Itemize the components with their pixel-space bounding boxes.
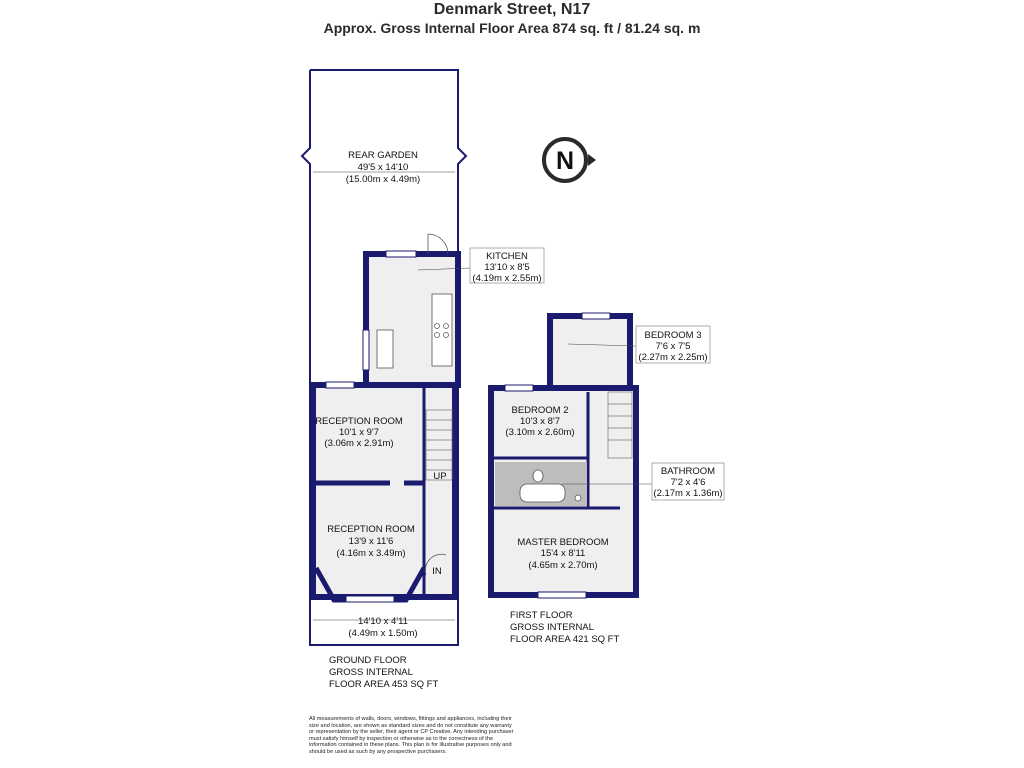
kitchen-imperial: 13'10 x 8'5 — [484, 262, 530, 273]
stairs-up-label: UP — [433, 471, 447, 482]
front-garden-metric: (4.49m x 1.50m) — [348, 628, 418, 639]
reception-2-metric: (4.16m x 3.49m) — [336, 548, 406, 559]
front-garden-imperial: 14'10 x 4'11 — [358, 616, 408, 627]
rear-garden-metric: (15.00m x 4.49m) — [345, 174, 421, 185]
ground-floor-gross-label: GROSS INTERNAL — [329, 667, 413, 678]
ground-floor-area-label: FLOOR AREA 453 SQ FT — [329, 679, 439, 690]
reception-1-metric: (3.06m x 2.91m) — [324, 438, 394, 449]
disclaimer-text: All measurements of walls, doors, windows, fittings and appliances, including their size and location, are shown as standard sizes and do not constitute any warranty or representation by the seller, their agent or CP Creative. Any intending purchaser must satisfy himself by inspection or otherwise as to the correctness of the information contained in these plans. This plan is for illustrative purposes only and should be used as such by any prospective purchasers. — [309, 716, 514, 755]
bedroom-2-name: BEDROOM 2 — [511, 405, 569, 416]
bedroom-3-walls — [550, 316, 630, 388]
master-bedroom-name: MASTER BEDROOM — [517, 537, 609, 548]
master-bedroom-metric: (4.65m x 2.70m) — [528, 560, 598, 571]
bedroom-3-imperial: 7'6 x 7'5 — [655, 341, 691, 352]
bathroom-metric: (2.17m x 1.36m) — [653, 488, 723, 499]
reception-1-imperial: 10'1 x 9'7 — [338, 427, 380, 438]
master-bedroom-imperial: 15'4 x 8'11 — [540, 548, 586, 559]
kitchen-name: KITCHEN — [486, 251, 528, 262]
reception-2-imperial: 13'9 x 11'6 — [348, 536, 394, 547]
ground-floor-label: GROUND FLOOR — [329, 655, 407, 666]
bedroom-2-metric: (3.10m x 2.60m) — [505, 427, 575, 438]
bathroom-imperial: 7'2 x 4'6 — [670, 477, 706, 488]
ground-floor-area — [329, 655, 438, 691]
bedroom-3-name: BEDROOM 3 — [644, 330, 702, 341]
first-floor-label: FIRST FLOOR — [510, 610, 573, 621]
rear-garden-name: REAR GARDEN — [348, 150, 418, 161]
compass-letter: N — [555, 147, 575, 175]
first-floor-area-label: FLOOR AREA 421 SQ FT — [510, 634, 620, 645]
plan-title: Denmark Street, N17 — [433, 1, 591, 18]
kitchen-metric: (4.19m x 2.55m) — [472, 273, 542, 284]
rear-garden-imperial: 49'5 x 14'10 — [357, 162, 409, 173]
bathroom-name: BATHROOM — [660, 466, 716, 477]
kitchen-walls — [363, 234, 458, 385]
north-compass-icon — [544, 139, 596, 181]
first-floor-area — [510, 610, 619, 646]
entrance-in-label: IN — [432, 566, 442, 577]
bedroom-2-imperial: 10'3 x 8'7 — [519, 416, 561, 427]
plan-subtitle: Approx. Gross Internal Floor Area 874 sq. ft / 81.24 sq. m — [323, 20, 701, 36]
reception-2-name: RECEPTION ROOM — [327, 524, 415, 535]
first-floor-gross-label: GROSS INTERNAL — [510, 622, 594, 633]
reception-1-name: RECEPTION ROOM — [315, 416, 403, 427]
bedroom-3-metric: (2.27m x 2.25m) — [638, 352, 708, 363]
